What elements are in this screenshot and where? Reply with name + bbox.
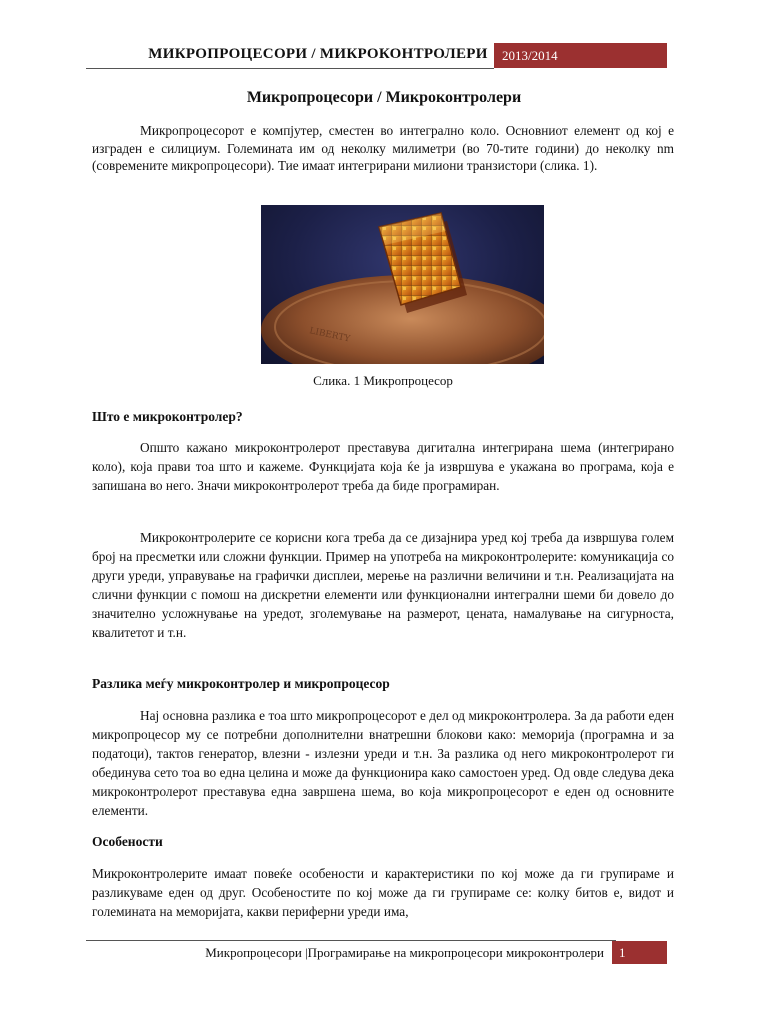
section-heading-features: Особености (92, 834, 163, 849)
section1-paragraph-2: Микроконтролерите се корисни кога треба да се дизајнира уред кој треба да извршува голем број на пресметки или сложни функции. Пример на употреба на микроконтролерите: комуникација со други уреди, управување на графички дисплеи, мерење на различни величини и т.н. Реализацијата на слични функции с помош на дискретни елементи или функционални интегрални шеми би довело до значително усложнување на уредот, зголемување на размерот, цената, намалување на сигурноста, квалитетот и т.н. (92, 530, 674, 640)
header-title: МИКРОПРОЦЕСОРИ / МИКРОКОНТРОЛЕРИ (148, 46, 488, 62)
figure-caption: Слика. 1 Микропроцесор (313, 373, 453, 388)
header-year-badge: 2013/2014 (494, 43, 667, 68)
section1-paragraph-1: Општо кажано микроконтролерот преставува дигитална интегрирана шема (интегрирано коло), која прави тоа што и кажеме. Функцијата која ќе ја извршува е укажана во програма, која е запишана во него. Значи микроконтролерот треба да биде програмиран. (92, 440, 674, 493)
microprocessor-photo (261, 205, 544, 364)
section-heading-difference: Разлика меѓу микроконтролер и микропроцесор (92, 676, 390, 691)
footer-divider (86, 940, 616, 941)
section3-paragraph-1: Микроконтролерите имаат повеќе особености и карактеристики по кој може да ги групираме и разликуваме еден од друг. Особеностите по кој може да ги групираме се: колку битов е, видот и големината на меморијата, какви периферни уреди има, (92, 866, 674, 919)
document-title: Микропроцесори / Микроконтролери (246, 89, 522, 106)
section-heading-what-is-microcontroller: Што е микроконтролер? (92, 409, 243, 424)
microprocessor-chip-on-coin-image (261, 205, 544, 364)
header-divider (86, 68, 494, 69)
section2-paragraph-1: Нај основна разлика е тоа што микропроцесорот е дел од микроконтролера. За да работи еден микропроцесор му се потребни дополнителни внатрешни блокови како: меморија (програмна и за податоци), тактов генератор, влезни - излезни уреди и т.н. За разлика од него микроконтролерот ги обединува сето тоа во една целина и може да функционира како самостоен уред. Од овде следува дека микроконтролерот преставува една завршена шема, во која микропроцесорот е еден од основните елементи. (92, 708, 674, 818)
page-number-badge: 1 (612, 941, 667, 964)
intro-paragraph: Микропроцесорот е компјутер, сместен во интегрално коло. Основниот елемент од кој е изграден е силициум. Големината им од неколку милиметри (во 70-тите години) до неколку nm (современите микропроцесори). Тие имаат интегрирани милиони транзистори (слика. 1). (92, 123, 674, 173)
footer-text: Микропроцесори |Програмирање на микропроцесори микроконтролери (205, 945, 604, 960)
svg-text:LIBERTY: LIBERTY (308, 326, 351, 345)
